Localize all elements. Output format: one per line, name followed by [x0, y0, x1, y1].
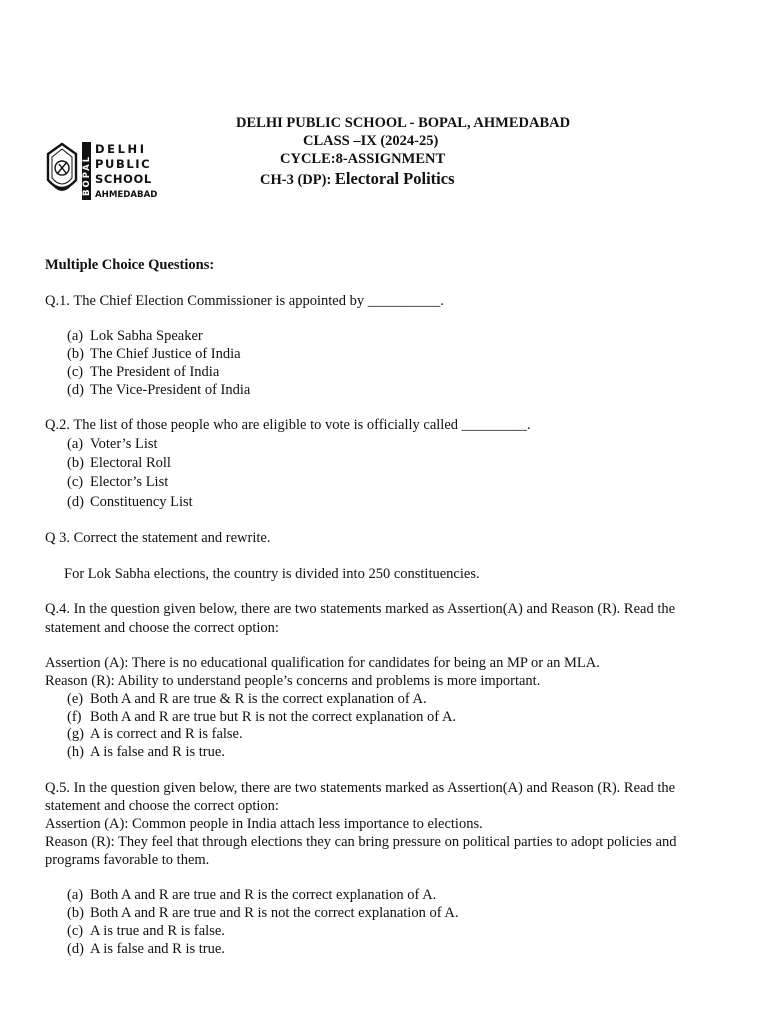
q4-line-2: statement and choose the correct option:: [45, 620, 279, 636]
q2-option-d: (d) Constituency List: [67, 494, 193, 510]
chapter-line: [260, 169, 455, 189]
q4-assertion: Assertion (A): There is no educational qualification for candidates for being an MP or an MLA.: [45, 655, 600, 671]
q5-reason-line-2: programs favorable to them.: [45, 852, 210, 868]
q4-option-f: (f) Both A and R are true but R is not the correct explanation of A.: [67, 709, 457, 725]
q4-option-e: (e) Both A and R are true & R is the correct explanation of A.: [67, 691, 427, 707]
q1-text: Q.1. The Chief Election Commissioner is appointed by __________.: [45, 293, 444, 309]
crest-icon: [48, 144, 76, 190]
q5-option-d: (d) A is false and R is true.: [67, 941, 225, 957]
q5-option-b: (b) Both A and R are true and R is not the correct explanation of A.: [67, 905, 459, 921]
q4-reason: Reason (R): Ability to understand people’s concerns and problems is more important.: [45, 673, 541, 689]
school-logo: [44, 140, 158, 202]
q1-option-d: (d) The Vice-President of India: [67, 382, 251, 398]
logo-line-1: DELHI: [95, 142, 147, 156]
q5-option-c: (c) A is true and R is false.: [67, 923, 225, 939]
q5-line-1: Q.5. In the question given below, there are two statements marked as Assertion(A) and Reason (R). Read the: [45, 780, 676, 796]
logo-line-2: PUBLIC: [95, 157, 152, 171]
q5-option-a: (a) Both A and R are true and R is the correct explanation of A.: [67, 887, 437, 903]
q2-option-a: (a) Voter’s List: [67, 436, 158, 452]
q1-option-a: (a) Lok Sabha Speaker: [67, 328, 203, 344]
q2-text: Q.2. The list of those people who are eligible to vote is officially called _________.: [45, 417, 531, 433]
logo-line-4: AHMEDABAD: [95, 190, 158, 200]
class-line: CLASS –IX (2024-25): [303, 133, 439, 149]
q2-option-c: (c) Elector’s List: [67, 474, 169, 490]
section-title: Multiple Choice Questions:: [45, 257, 215, 273]
chapter-title: Electoral Politics: [334, 169, 455, 188]
logo-line-3: SCHOOL: [95, 172, 152, 186]
q4-option-g: (g) A is correct and R is false.: [67, 726, 243, 742]
q5-assertion: Assertion (A): Common people in India attach less importance to elections.: [45, 816, 483, 832]
q4-line-1: Q.4. In the question given below, there are two statements marked as Assertion(A) and Reason (R). Read the: [45, 601, 676, 617]
q1-option-c: (c) The President of India: [67, 364, 220, 380]
q3-statement: For Lok Sabha elections, the country is divided into 250 constituencies.: [64, 566, 480, 582]
school-name: DELHI PUBLIC SCHOOL - BOPAL, AHMEDABAD: [236, 115, 571, 131]
chapter-prefix: CH-3 (DP):: [260, 172, 332, 188]
cycle-line: CYCLE:8-ASSIGNMENT: [280, 151, 446, 167]
q2-option-b: (b) Electoral Roll: [67, 455, 171, 471]
q5-line-2: statement and choose the correct option:: [45, 798, 279, 814]
q3-text: Q 3. Correct the statement and rewrite.: [45, 530, 271, 546]
q5-reason-line-1: Reason (R): They feel that through elections they can bring pressure on political parties to adopt policies and: [45, 834, 677, 850]
logo-side-text: BOPAL: [82, 154, 92, 196]
q4-option-h: (h) A is false and R is true.: [67, 744, 225, 760]
q1-option-b: (b) The Chief Justice of India: [67, 346, 241, 362]
